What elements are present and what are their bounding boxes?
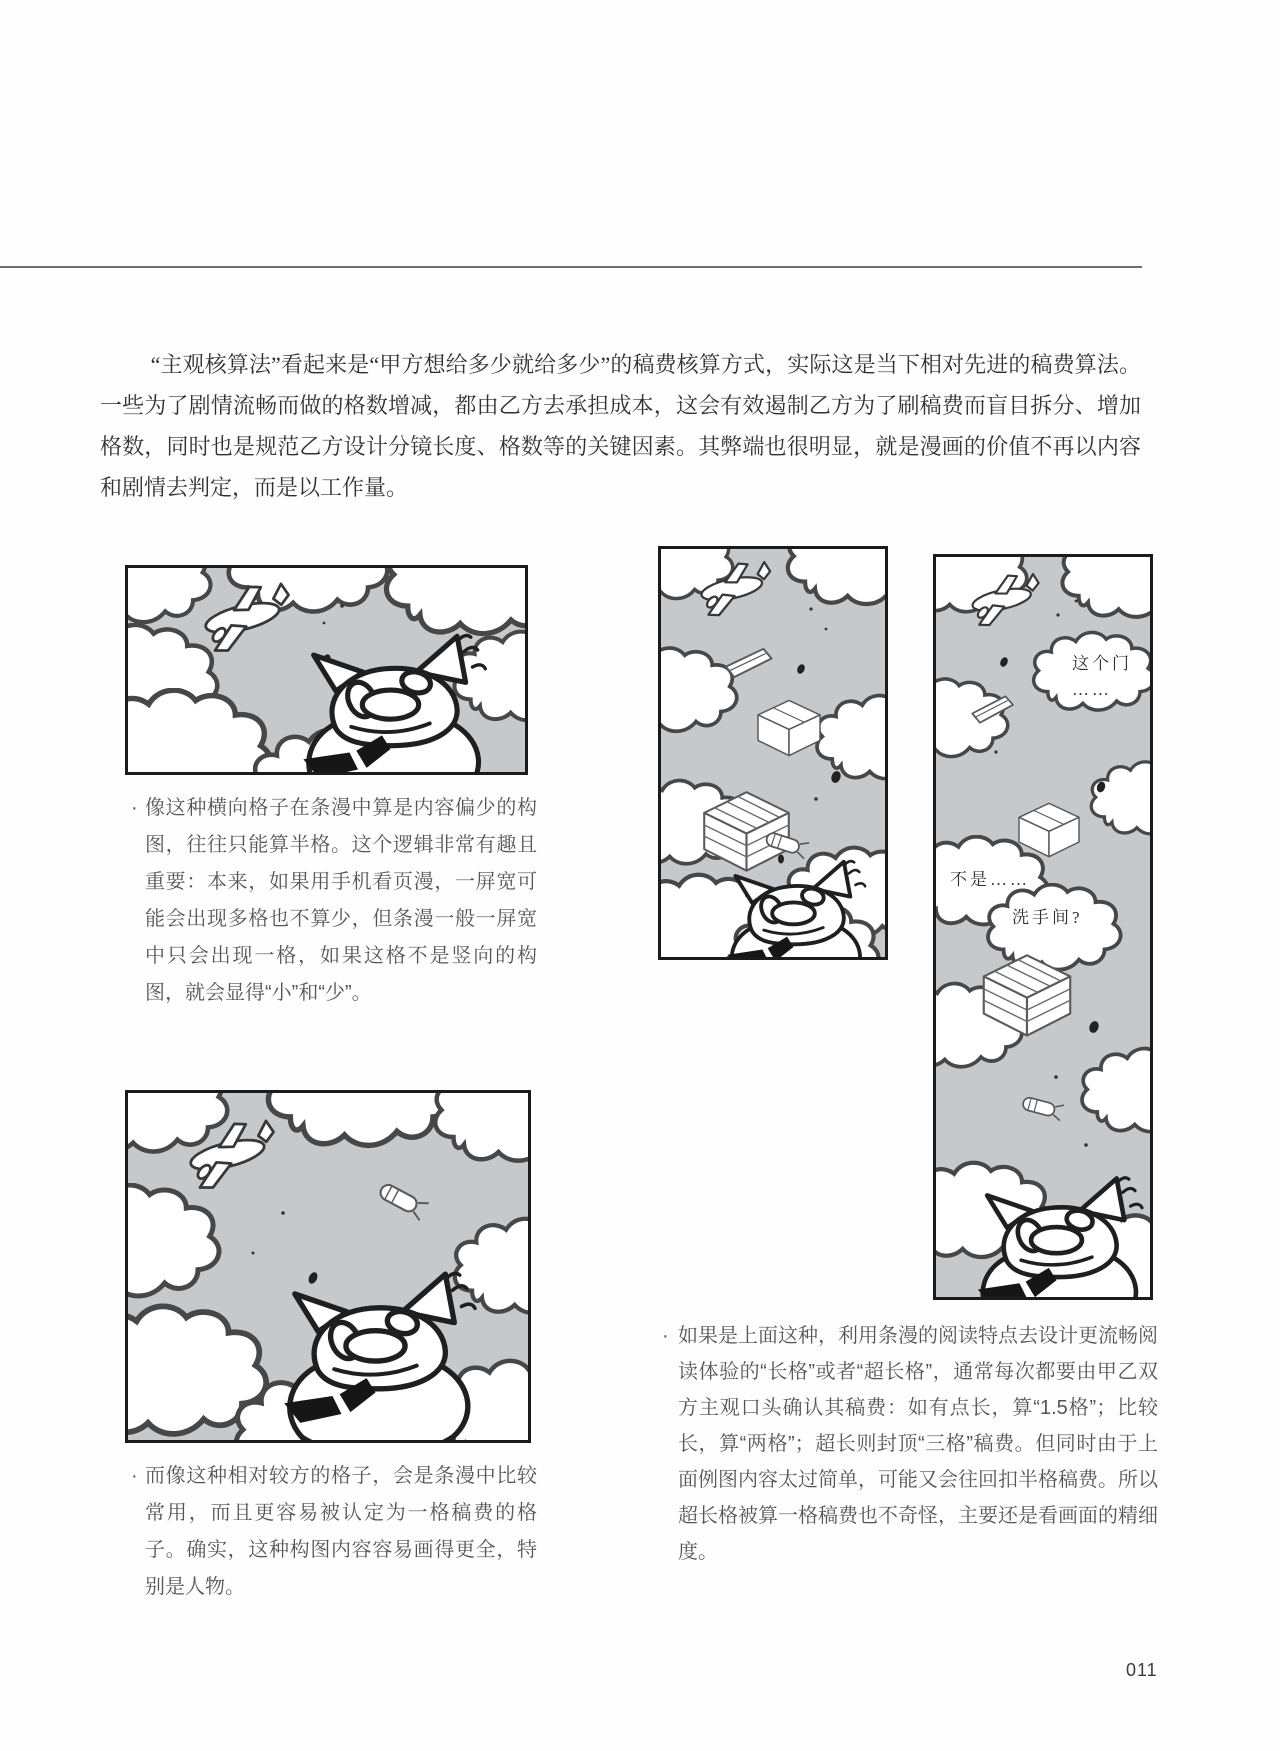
debris-speck [1056, 613, 1059, 616]
debris-speck [323, 622, 326, 625]
speech-bubble-washroom: 洗手间? [1012, 908, 1083, 927]
comic-panel-extra-long [933, 554, 1153, 1300]
debris-speck [1084, 1143, 1088, 1147]
debris-speck [778, 855, 784, 864]
caption-text: 如果是上面这种，利用条漫的阅读特点去设计更流畅阅读体验的“长格”或者“超长格”，通常每次都要由甲乙双方主观口头确认其稿费：如有点长，算“1.5格”；比较长，算“两格”；超长则封顶“三格”稿费。但同时由于上面例图内容太过简单，可能又会往回扣半格稿费。所以超长格被算一格稿费也不奇怪，主要还是看画面的精细度。 [678, 1325, 1158, 1563]
debris-speck [814, 797, 818, 801]
debris-speck [1054, 1075, 1058, 1079]
page-number: 011 [1126, 1660, 1158, 1680]
caption-text: 像这种横向格子在条漫中算是内容偏少的构图，往往只能算半格。这个逻辑非常有趣且重要：本来，如果用手机看页漫，一屏宽可能会出现多格也不算少，但条漫一般一屏宽中只会出现一格，如果这格不是竖向的构图，就会显得“小”和“少”。 [145, 797, 537, 1004]
debris-speck [809, 607, 812, 610]
debris-speck [994, 750, 997, 753]
panel-illustration-long [661, 549, 885, 957]
speech-bubble-door-line2: …… [1072, 680, 1112, 699]
debris-speck [1075, 600, 1078, 603]
caption-bullet: · [131, 797, 138, 819]
debris-speck [252, 1252, 255, 1255]
caption-long-panels [656, 1318, 1158, 1570]
comic-panel-horizontal [125, 565, 528, 775]
caption-bullet: · [662, 1325, 669, 1347]
caption-bullet: · [131, 1465, 138, 1487]
header-rule-divider [0, 266, 1142, 268]
speech-bubble-door-line1: 这个门 [1072, 654, 1132, 673]
speech-bubble-deny: 不是…… [950, 870, 1030, 889]
speech-bubble-door [1072, 651, 1132, 703]
caption-text: 而像这种相对较方的格子，会是条漫中比较常用，而且更容易被认定为一格稿费的格子。确实，这种构图内容容易画得更全，特别是人物。 [145, 1465, 537, 1598]
comic-panel-long [658, 546, 888, 960]
comic-panel-square [125, 1090, 531, 1443]
debris-speck [281, 1211, 285, 1215]
panel-illustration-horizontal [128, 568, 525, 772]
debris-speck [825, 628, 828, 631]
debris-speck [340, 604, 344, 608]
panel-illustration-square [128, 1093, 528, 1440]
caption-horizontal-panel [125, 790, 537, 1012]
intro-paragraph: “主观核算法”看起来是“甲方想给多少就给多少”的稿费核算方式，实际这是当下相对先进的稿费算法。一些为了剧情流畅而做的格数增减，都由乙方去承担成本，这会有效遏制乙方为了刷稿费而盲目拆分、增加格数，同时也是规范乙方设计分镜长度、格数等的关键因素。其弊端也很明显，就是漫画的价值不再以内容和剧情去判定，而是以工作量。 [100, 352, 1141, 500]
caption-square-panel [125, 1458, 537, 1606]
